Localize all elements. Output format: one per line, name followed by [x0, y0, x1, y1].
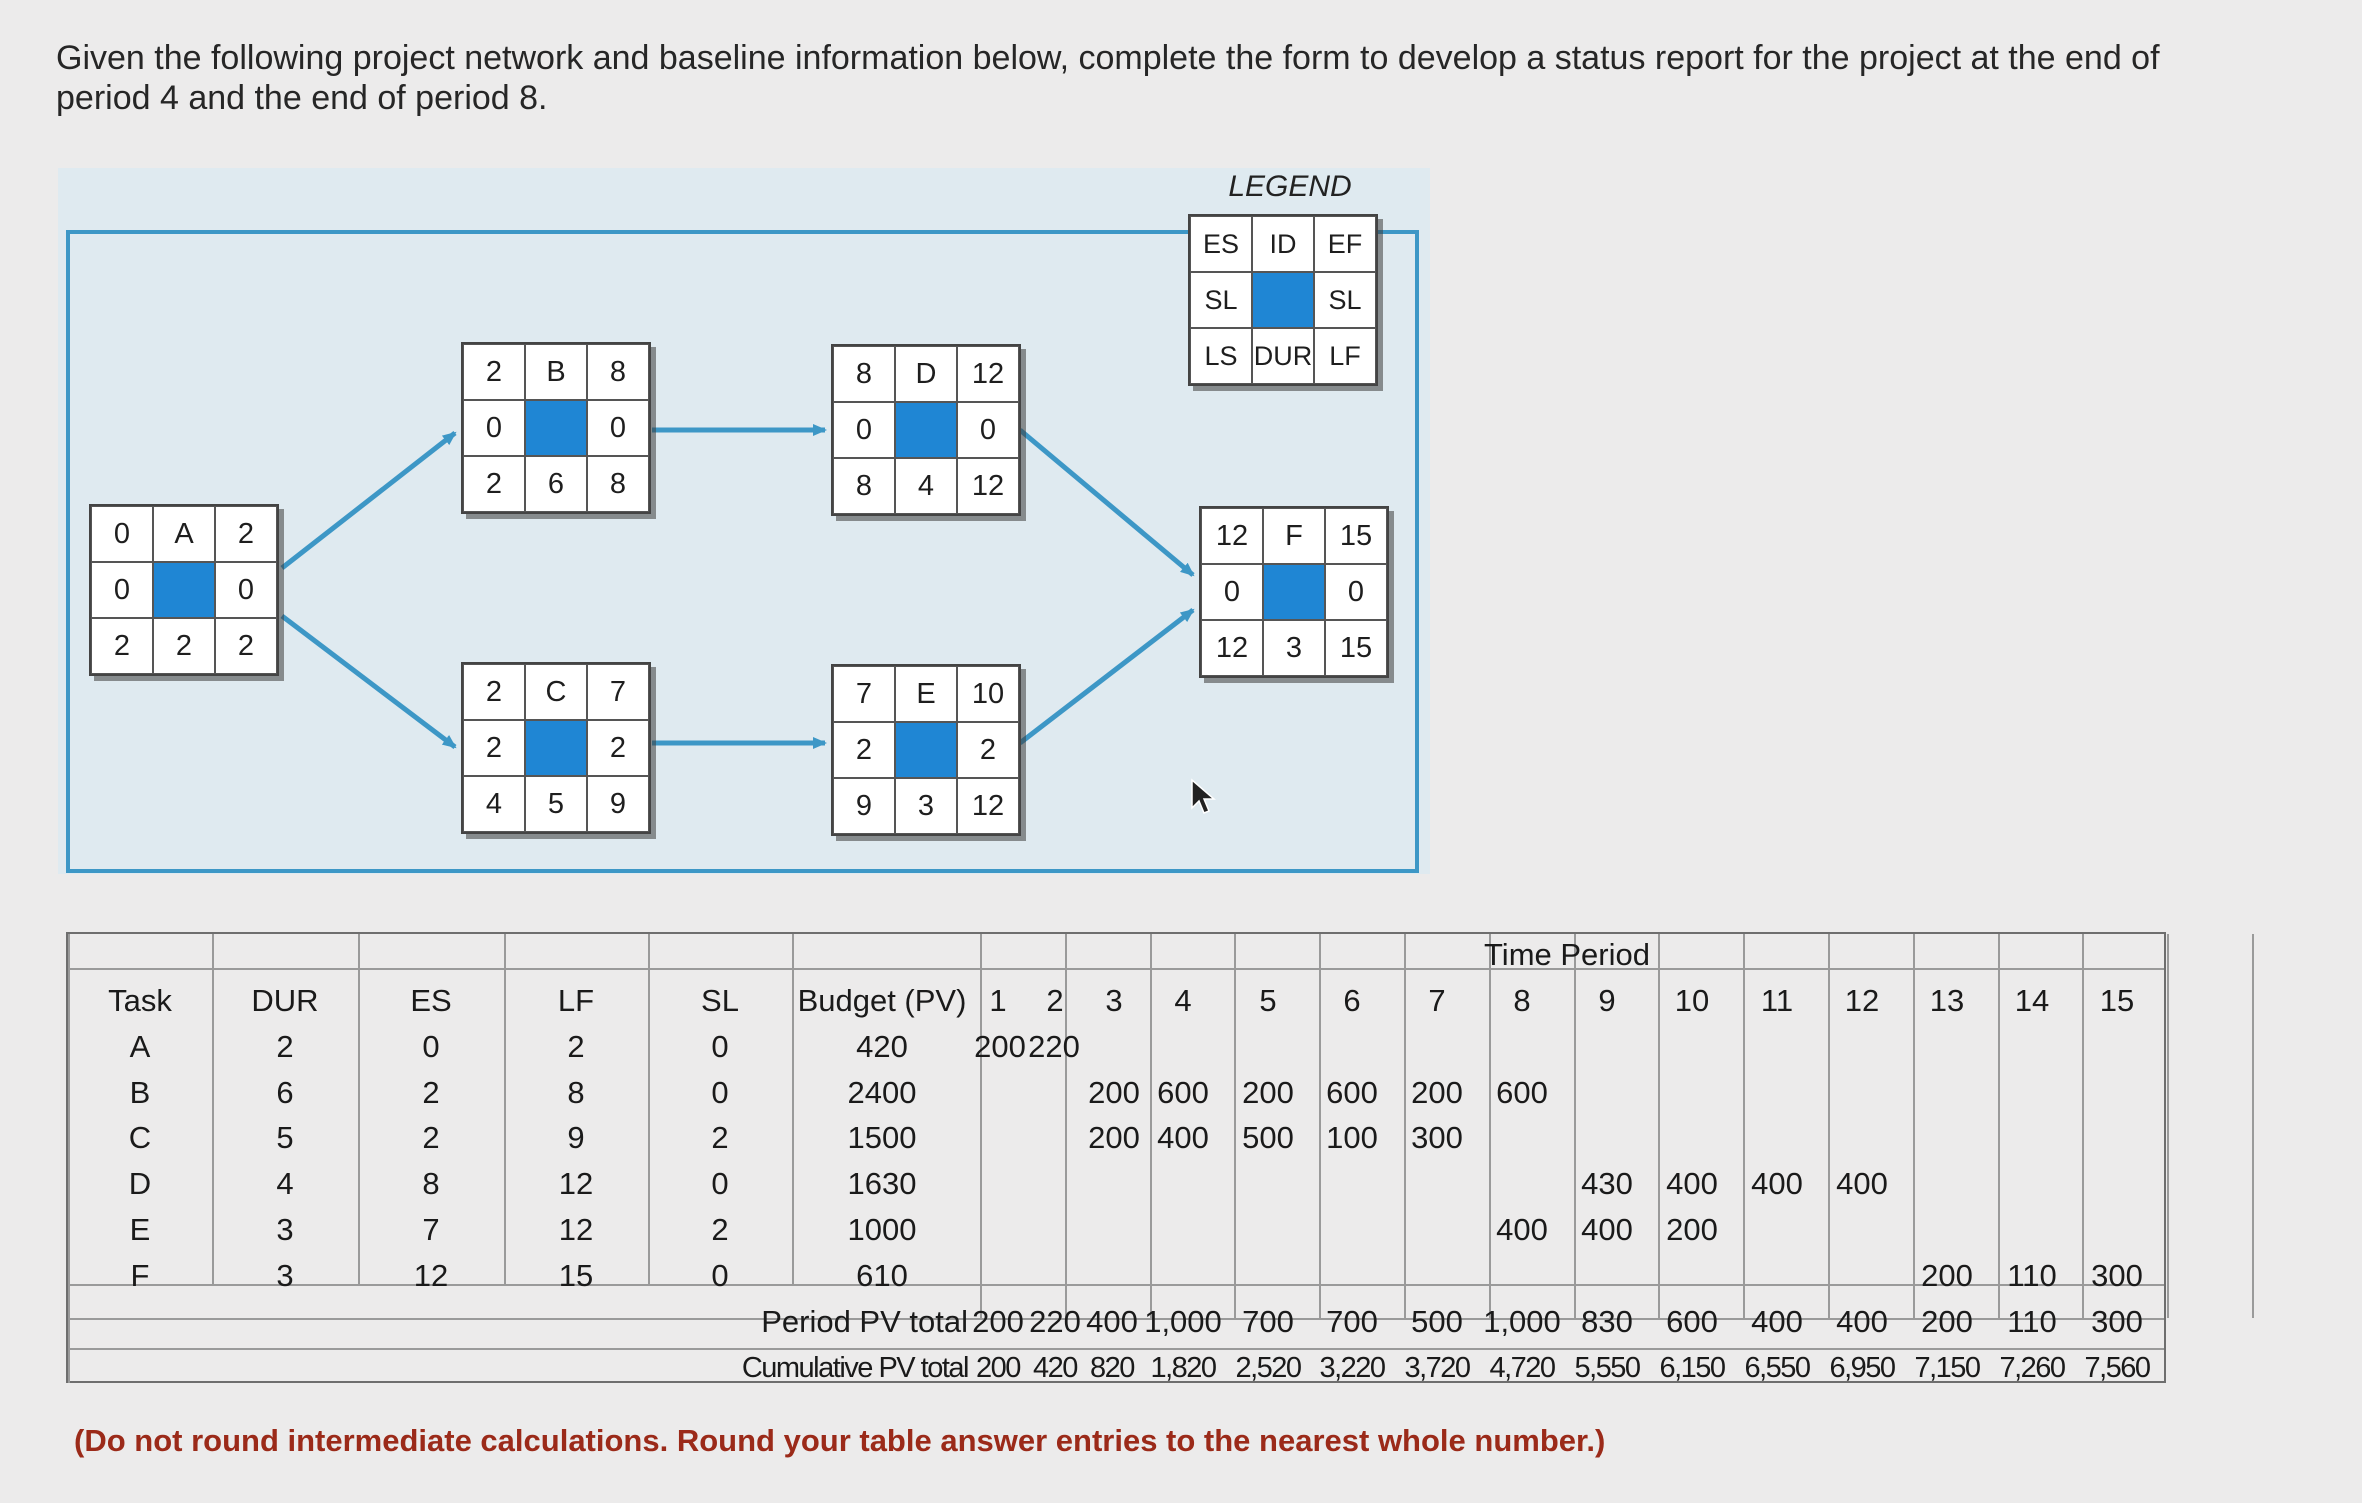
arrow-e-f — [1020, 610, 1193, 743]
legend-title: LEGEND — [1228, 170, 1352, 203]
cumulative-pv-total-3: 820 — [1090, 1352, 1134, 1384]
pv-baseline-table — [66, 932, 2166, 1383]
node-e-ef-2: 10 — [957, 666, 1019, 722]
period-header-6: 6 — [1343, 983, 1361, 1018]
node-a-ls-6: 2 — [91, 618, 153, 674]
cumulative-pv-total-12: 6,950 — [1829, 1352, 1895, 1384]
node-d-id: D — [895, 346, 957, 402]
arrow-d-f — [1020, 430, 1193, 575]
time-period-label: Time Period — [1484, 937, 1650, 972]
row-c-period-6: 100 — [1326, 1120, 1378, 1155]
row-e-period-9: 400 — [1581, 1212, 1633, 1247]
legend-cell-fill-4 — [1252, 272, 1314, 328]
period-pv-total-14: 110 — [2007, 1304, 2057, 1339]
row-b-period-5: 200 — [1242, 1075, 1294, 1110]
cumulative-pv-total-10: 6,150 — [1659, 1352, 1725, 1384]
cumulative-pv-total-9: 5,550 — [1574, 1352, 1640, 1384]
node-b-dur-7: 6 — [525, 456, 587, 512]
period-pv-total-8: 1,000 — [1483, 1304, 1561, 1339]
cumulative-pv-total-6: 3,220 — [1319, 1352, 1385, 1384]
row-c-es: 2 — [422, 1120, 440, 1155]
node-a-es-0: 0 — [91, 506, 153, 562]
period-pv-total-12: 400 — [1836, 1304, 1888, 1339]
row-a-sl: 0 — [711, 1029, 729, 1064]
cumulative-pv-total-8: 4,720 — [1489, 1352, 1555, 1384]
node-e-es-0: 7 — [833, 666, 895, 722]
col-divider — [1743, 934, 1745, 1318]
col-divider — [1828, 934, 1830, 1318]
node-b-ls-6: 2 — [463, 456, 525, 512]
cumulative-pv-total-15: 7,560 — [2084, 1352, 2150, 1384]
row-d-lf: 12 — [558, 1166, 594, 1201]
period-header-1: 1 — [989, 983, 1007, 1018]
row-c-sl: 2 — [711, 1120, 729, 1155]
row-b-period-6: 600 — [1326, 1075, 1378, 1110]
period-pv-total-6: 700 — [1326, 1304, 1378, 1339]
row-d-period-9: 430 — [1581, 1166, 1633, 1201]
period-pv-total-5: 700 — [1242, 1304, 1294, 1339]
period-pv-total-10: 600 — [1666, 1304, 1718, 1339]
period-header-8: 8 — [1513, 983, 1531, 1018]
row-b-dur: 6 — [276, 1075, 294, 1110]
period-header-10: 10 — [1674, 983, 1710, 1018]
activity-node-a — [89, 504, 279, 676]
row-divider — [68, 968, 2164, 970]
period-header-2: 2 — [1046, 983, 1064, 1018]
row-a-budget: 420 — [856, 1029, 908, 1064]
node-f-sl-3: 0 — [1201, 564, 1263, 620]
period-pv-total-7: 500 — [1411, 1304, 1463, 1339]
row-f-dur: 3 — [276, 1258, 294, 1293]
node-d-ls-6: 8 — [833, 458, 895, 514]
node-c-es-0: 2 — [463, 664, 525, 720]
cumulative-pv-total-14: 7,260 — [1999, 1352, 2065, 1384]
row-b-period-3: 200 — [1088, 1075, 1140, 1110]
period-pv-total-9: 830 — [1581, 1304, 1633, 1339]
row-c-period-4: 400 — [1157, 1120, 1209, 1155]
row-c-task: C — [128, 1120, 152, 1155]
node-a-id: A — [153, 506, 215, 562]
header-es: ES — [410, 983, 452, 1018]
legend-cell-id: ID — [1252, 216, 1314, 272]
row-e-budget: 1000 — [847, 1212, 917, 1247]
period-header-4: 4 — [1174, 983, 1192, 1018]
row-b-period-7: 200 — [1411, 1075, 1463, 1110]
node-b-sl-5: 0 — [587, 400, 649, 456]
col-divider — [1574, 934, 1576, 1318]
node-d-fill-4 — [895, 402, 957, 458]
row-f-es: 12 — [413, 1258, 449, 1293]
activity-node-c — [461, 662, 651, 834]
cumulative-pv-total-2: 420 — [1033, 1352, 1077, 1384]
node-a-ef-2: 2 — [215, 506, 277, 562]
row-c-budget: 1500 — [847, 1120, 917, 1155]
period-pv-total-1: 200 — [972, 1304, 1024, 1339]
row-c-period-7: 300 — [1411, 1120, 1463, 1155]
activity-node-f — [1199, 506, 1389, 678]
col-divider — [2167, 934, 2169, 1318]
row-a-period-2: 220 — [1028, 1029, 1080, 1064]
period-header-5: 5 — [1259, 983, 1277, 1018]
row-e-sl: 2 — [711, 1212, 729, 1247]
node-d-lf-8: 12 — [957, 458, 1019, 514]
period-header-15: 15 — [2099, 983, 2135, 1018]
row-e-period-8: 400 — [1496, 1212, 1548, 1247]
node-c-sl-5: 2 — [587, 720, 649, 776]
row-d-period-11: 400 — [1751, 1166, 1803, 1201]
node-e-lf-8: 12 — [957, 778, 1019, 834]
row-c-period-3: 200 — [1088, 1120, 1140, 1155]
row-e-dur: 3 — [276, 1212, 294, 1247]
node-c-lf-8: 9 — [587, 776, 649, 832]
period-header-9: 9 — [1598, 983, 1616, 1018]
node-a-fill-4 — [153, 562, 215, 618]
period-header-14: 14 — [2014, 983, 2050, 1018]
node-d-dur-7: 4 — [895, 458, 957, 514]
node-e-dur-7: 3 — [895, 778, 957, 834]
period-header-12: 12 — [1844, 983, 1880, 1018]
node-a-dur-7: 2 — [153, 618, 215, 674]
node-d-es-0: 8 — [833, 346, 895, 402]
row-f-period-15: 300 — [2091, 1258, 2143, 1293]
period-pv-total-11: 400 — [1751, 1304, 1803, 1339]
col-divider — [2252, 934, 2254, 1318]
row-a-lf: 2 — [567, 1029, 585, 1064]
row-e-task: E — [129, 1212, 151, 1247]
row-f-task: F — [130, 1258, 150, 1293]
row-e-lf: 12 — [558, 1212, 594, 1247]
period-pv-total-3: 400 — [1086, 1304, 1138, 1339]
cumulative-pv-total-5: 2,520 — [1235, 1352, 1301, 1384]
header-task: Task — [108, 983, 172, 1018]
node-c-ef-2: 7 — [587, 664, 649, 720]
row-f-budget: 610 — [856, 1258, 908, 1293]
node-a-sl-5: 0 — [215, 562, 277, 618]
legend-cell-es-0: ES — [1190, 216, 1252, 272]
header-lf: LF — [557, 983, 595, 1018]
row-b-es: 2 — [422, 1075, 440, 1110]
arrow-a-b — [282, 433, 455, 568]
node-c-dur-7: 5 — [525, 776, 587, 832]
node-e-id: E — [895, 666, 957, 722]
node-b-ef-2: 8 — [587, 344, 649, 400]
node-d-sl-3: 0 — [833, 402, 895, 458]
legend-cell-lf-8: LF — [1314, 328, 1376, 384]
row-b-task: B — [129, 1075, 151, 1110]
node-b-lf-8: 8 — [587, 456, 649, 512]
col-divider — [1658, 934, 1660, 1318]
cumulative-pv-total-label: Cumulative PV total — [741, 1352, 968, 1384]
cumulative-pv-total-7: 3,720 — [1404, 1352, 1470, 1384]
legend-cell-ls-6: LS — [1190, 328, 1252, 384]
row-b-period-4: 600 — [1157, 1075, 1209, 1110]
row-e-period-10: 200 — [1666, 1212, 1718, 1247]
node-d-sl-5: 0 — [957, 402, 1019, 458]
row-c-lf: 9 — [567, 1120, 585, 1155]
activity-node-b — [461, 342, 651, 514]
row-b-lf: 8 — [567, 1075, 585, 1110]
node-a-lf-8: 2 — [215, 618, 277, 674]
mouse-pointer-icon — [1189, 778, 1219, 818]
header-dur: DUR — [251, 983, 319, 1018]
activity-node-e — [831, 664, 1021, 836]
cumulative-pv-total-13: 7,150 — [1914, 1352, 1980, 1384]
cumulative-pv-total-11: 6,550 — [1744, 1352, 1810, 1384]
node-e-sl-3: 2 — [833, 722, 895, 778]
header-budget-pv-: Budget (PV) — [797, 983, 967, 1018]
header-sl: SL — [701, 983, 739, 1018]
node-e-fill-4 — [895, 722, 957, 778]
row-b-sl: 0 — [711, 1075, 729, 1110]
col-divider — [1489, 934, 1491, 1318]
node-f-fill-4 — [1263, 564, 1325, 620]
row-f-period-13: 200 — [1921, 1258, 1973, 1293]
node-f-es-0: 12 — [1201, 508, 1263, 564]
node-b-es-0: 2 — [463, 344, 525, 400]
node-f-lf-8: 15 — [1325, 620, 1387, 676]
row-d-task: D — [128, 1166, 152, 1201]
period-pv-total-label: Period PV total — [761, 1304, 968, 1339]
row-d-dur: 4 — [276, 1166, 294, 1201]
row-f-sl: 0 — [711, 1258, 729, 1293]
node-c-sl-3: 2 — [463, 720, 525, 776]
node-b-fill-4 — [525, 400, 587, 456]
row-a-task: A — [129, 1029, 151, 1064]
row-f-period-14: 110 — [2007, 1258, 2057, 1293]
row-b-period-8: 600 — [1496, 1075, 1548, 1110]
row-d-es: 8 — [422, 1166, 440, 1201]
cumulative-pv-total-4: 1,820 — [1150, 1352, 1216, 1384]
node-f-dur-7: 3 — [1263, 620, 1325, 676]
node-f-ef-2: 15 — [1325, 508, 1387, 564]
node-b-sl-3: 0 — [463, 400, 525, 456]
period-header-11: 11 — [1760, 983, 1794, 1018]
period-pv-total-4: 1,000 — [1144, 1304, 1222, 1339]
row-a-period-1: 200 — [974, 1029, 1026, 1064]
row-c-dur: 5 — [276, 1120, 294, 1155]
period-header-13: 13 — [1929, 983, 1965, 1018]
row-d-budget: 1630 — [847, 1166, 917, 1201]
legend-cell-dur-7: DUR — [1252, 328, 1314, 384]
rounding-instruction: (Do not round intermediate calculations. Round your table answer entries to the nearest whole number.) — [74, 1423, 1606, 1458]
row-e-es: 7 — [422, 1212, 440, 1247]
node-f-ls-6: 12 — [1201, 620, 1263, 676]
row-f-lf: 15 — [558, 1258, 594, 1293]
period-header-3: 3 — [1105, 983, 1123, 1018]
legend-cell-sl-3: SL — [1190, 272, 1252, 328]
node-a-sl-3: 0 — [91, 562, 153, 618]
period-pv-total-15: 300 — [2091, 1304, 2143, 1339]
arrow-a-c — [282, 616, 455, 747]
legend-cell-ef-2: EF — [1314, 216, 1376, 272]
node-f-id: F — [1263, 508, 1325, 564]
legend-box — [1188, 214, 1378, 386]
row-a-dur: 2 — [276, 1029, 294, 1064]
legend-cell-sl-5: SL — [1314, 272, 1376, 328]
row-c-period-5: 500 — [1242, 1120, 1294, 1155]
node-f-sl-5: 0 — [1325, 564, 1387, 620]
row-a-es: 0 — [422, 1029, 440, 1064]
question-text: Given the following project network and baseline information below, complete the form to develop a status report for the project at the end of period 4 and the end of period 8. — [56, 39, 2160, 117]
node-d-ef-2: 12 — [957, 346, 1019, 402]
activity-node-d — [831, 344, 1021, 516]
cumulative-pv-total-1: 200 — [976, 1352, 1020, 1384]
row-d-sl: 0 — [711, 1166, 729, 1201]
node-c-fill-4 — [525, 720, 587, 776]
node-b-id: B — [525, 344, 587, 400]
node-c-id: C — [525, 664, 587, 720]
node-c-ls-6: 4 — [463, 776, 525, 832]
period-pv-total-2: 220 — [1029, 1304, 1081, 1339]
row-d-period-10: 400 — [1666, 1166, 1718, 1201]
period-pv-total-13: 200 — [1921, 1304, 1973, 1339]
period-header-7: 7 — [1428, 983, 1446, 1018]
row-d-period-12: 400 — [1836, 1166, 1888, 1201]
row-b-budget: 2400 — [847, 1075, 917, 1110]
node-e-ls-6: 9 — [833, 778, 895, 834]
node-e-sl-5: 2 — [957, 722, 1019, 778]
